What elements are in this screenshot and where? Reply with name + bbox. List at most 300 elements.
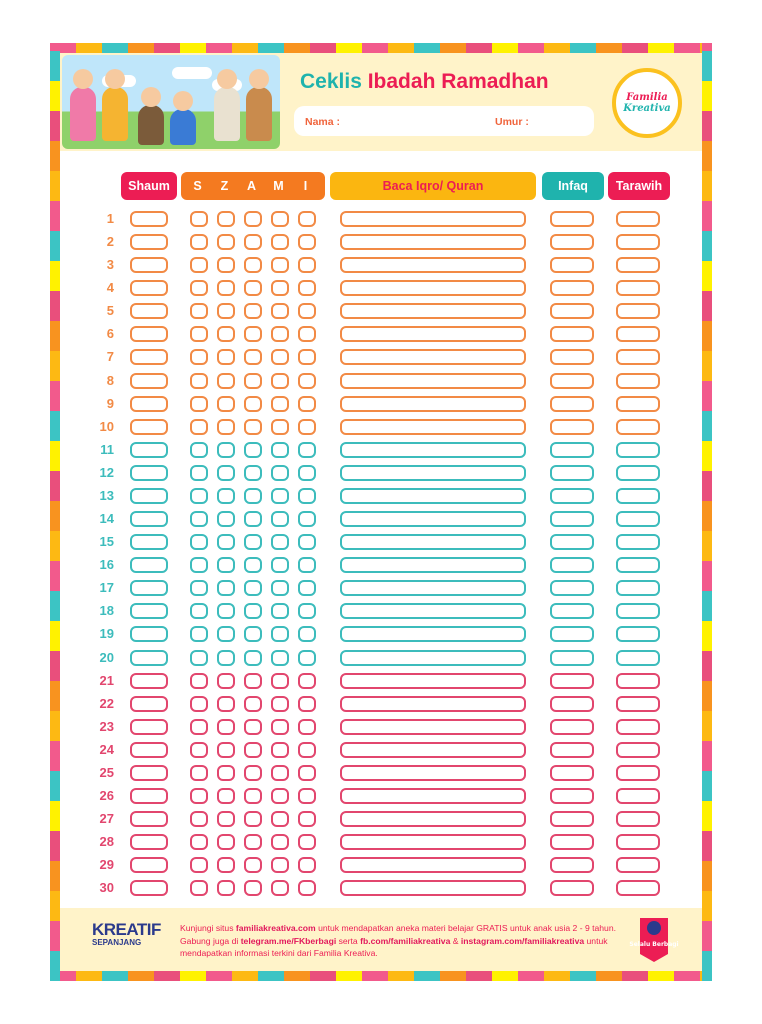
infaq-box[interactable] (550, 234, 594, 250)
szami-s-box[interactable] (190, 857, 208, 873)
quran-box[interactable] (340, 349, 526, 365)
infaq-box[interactable] (550, 211, 594, 227)
shaum-box[interactable] (130, 834, 168, 850)
szami-z: Z (220, 179, 229, 193)
szami-s-box[interactable] (190, 303, 208, 319)
szami-m-box[interactable] (271, 419, 289, 435)
tarawih-box[interactable] (616, 650, 660, 666)
szami-s-box[interactable] (190, 765, 208, 781)
szami-m-box[interactable] (271, 211, 289, 227)
footer-text-3: serta (336, 935, 361, 946)
szami-s-box[interactable] (190, 211, 208, 227)
szami-m-box[interactable] (271, 396, 289, 412)
szami-a-box[interactable] (244, 419, 262, 435)
shaum-box[interactable] (130, 465, 168, 481)
logo-sub: SEPANJANG (92, 938, 142, 947)
tarawih-box[interactable] (616, 349, 660, 365)
szami-s-box[interactable] (190, 488, 208, 504)
infaq-box[interactable] (550, 349, 594, 365)
szami-i-box[interactable] (298, 811, 316, 827)
szami-m-box[interactable] (271, 626, 289, 642)
szami-m-box[interactable] (271, 465, 289, 481)
infaq-box[interactable] (550, 419, 594, 435)
quran-box[interactable] (340, 303, 526, 319)
szami-a-box[interactable] (244, 696, 262, 712)
shaum-box[interactable] (130, 396, 168, 412)
tarawih-box[interactable] (616, 811, 660, 827)
szami-a-box[interactable] (244, 257, 262, 273)
szami-m-box[interactable] (271, 280, 289, 296)
quran-box[interactable] (340, 857, 526, 873)
szami-m-box[interactable] (271, 788, 289, 804)
checklist-row (0, 832, 762, 855)
szami-a-box[interactable] (244, 742, 262, 758)
szami-i-box[interactable] (298, 396, 316, 412)
szami-i-box[interactable] (298, 719, 316, 735)
szami-z-box[interactable] (217, 580, 235, 596)
day-number: 5 (106, 303, 114, 319)
infaq-box[interactable] (550, 396, 594, 412)
szami-i-box[interactable] (298, 465, 316, 481)
szami-z-box[interactable] (217, 442, 235, 458)
szami-z-box[interactable] (217, 811, 235, 827)
shaum-box[interactable] (130, 603, 168, 619)
szami-a-box[interactable] (244, 511, 262, 527)
szami-m-box[interactable] (271, 811, 289, 827)
tarawih-box[interactable] (616, 442, 660, 458)
szami-s-box[interactable] (190, 511, 208, 527)
infaq-box[interactable] (550, 465, 594, 481)
szami-m-box[interactable] (271, 696, 289, 712)
shaum-box[interactable] (130, 257, 168, 273)
szami-z-box[interactable] (217, 673, 235, 689)
infaq-box[interactable] (550, 834, 594, 850)
szami-i-box[interactable] (298, 626, 316, 642)
szami-a-box[interactable] (244, 303, 262, 319)
tarawih-box[interactable] (616, 834, 660, 850)
infaq-box[interactable] (550, 857, 594, 873)
szami-z-box[interactable] (217, 326, 235, 342)
szami-z-box[interactable] (217, 488, 235, 504)
quran-box[interactable] (340, 511, 526, 527)
szami-m-box[interactable] (271, 234, 289, 250)
szami-s-box[interactable] (190, 811, 208, 827)
shaum-box[interactable] (130, 811, 168, 827)
szami-z-box[interactable] (217, 626, 235, 642)
tarawih-box[interactable] (616, 534, 660, 550)
infaq-box[interactable] (550, 280, 594, 296)
day-number: 6 (106, 326, 114, 342)
shaum-box[interactable] (130, 303, 168, 319)
shaum-box[interactable] (130, 419, 168, 435)
shaum-box[interactable] (130, 626, 168, 642)
szami-a-box[interactable] (244, 280, 262, 296)
szami-a-box[interactable] (244, 834, 262, 850)
szami-m-box[interactable] (271, 373, 289, 389)
szami-m-box[interactable] (271, 650, 289, 666)
infaq-box[interactable] (550, 511, 594, 527)
infaq-box[interactable] (550, 442, 594, 458)
tarawih-box[interactable] (616, 742, 660, 758)
szami-s-box[interactable] (190, 396, 208, 412)
szami-z-box[interactable] (217, 557, 235, 573)
shaum-box[interactable] (130, 857, 168, 873)
szami-z-box[interactable] (217, 765, 235, 781)
szami-i-box[interactable] (298, 880, 316, 896)
szami-s-box[interactable] (190, 534, 208, 550)
szami-a-box[interactable] (244, 765, 262, 781)
tarawih-box[interactable] (616, 765, 660, 781)
quran-box[interactable] (340, 419, 526, 435)
szami-m-box[interactable] (271, 349, 289, 365)
szami-z-box[interactable] (217, 880, 235, 896)
szami-s-box[interactable] (190, 557, 208, 573)
tarawih-box[interactable] (616, 880, 660, 896)
tarawih-box[interactable] (616, 234, 660, 250)
szami-m-box[interactable] (271, 303, 289, 319)
szami-z-box[interactable] (217, 742, 235, 758)
shaum-box[interactable] (130, 788, 168, 804)
quran-box[interactable] (340, 580, 526, 596)
szami-s-box[interactable] (190, 673, 208, 689)
szami-a-box[interactable] (244, 857, 262, 873)
quran-box[interactable] (340, 811, 526, 827)
tarawih-box[interactable] (616, 788, 660, 804)
infaq-box[interactable] (550, 673, 594, 689)
szami-s-box[interactable] (190, 280, 208, 296)
infaq-box[interactable] (550, 603, 594, 619)
szami-i-box[interactable] (298, 234, 316, 250)
footer-fb-link[interactable]: fb.com/familiakreativa (360, 935, 451, 946)
szami-m-box[interactable] (271, 834, 289, 850)
szami-i-box[interactable] (298, 580, 316, 596)
szami-i-box[interactable] (298, 650, 316, 666)
shaum-box[interactable] (130, 511, 168, 527)
szami-i-box[interactable] (298, 419, 316, 435)
quran-box[interactable] (340, 742, 526, 758)
szami-a-box[interactable] (244, 488, 262, 504)
szami-i-box[interactable] (298, 765, 316, 781)
infaq-box[interactable] (550, 580, 594, 596)
szami-s-box[interactable] (190, 626, 208, 642)
szami-z-box[interactable] (217, 834, 235, 850)
szami-s-box[interactable] (190, 696, 208, 712)
shaum-box[interactable] (130, 696, 168, 712)
szami-a: A (246, 179, 257, 193)
szami-a-box[interactable] (244, 234, 262, 250)
shaum-box[interactable] (130, 280, 168, 296)
szami-a-box[interactable] (244, 719, 262, 735)
szami-z-box[interactable] (217, 650, 235, 666)
szami-s-box[interactable] (190, 373, 208, 389)
szami-s-box[interactable] (190, 880, 208, 896)
quran-box[interactable] (340, 465, 526, 481)
infaq-box[interactable] (550, 257, 594, 273)
day-number: 17 (99, 580, 114, 596)
szami-m-box[interactable] (271, 603, 289, 619)
quran-box[interactable] (340, 280, 526, 296)
infaq-box[interactable] (550, 557, 594, 573)
szami-s-box[interactable] (190, 326, 208, 342)
day-number: 8 (106, 372, 114, 388)
szami-i-box[interactable] (298, 349, 316, 365)
szami-s-box[interactable] (190, 580, 208, 596)
szami-z-box[interactable] (217, 603, 235, 619)
shaum-box[interactable] (130, 234, 168, 250)
szami-i-box[interactable] (298, 326, 316, 342)
footer-info (180, 922, 620, 960)
infaq-box[interactable] (550, 626, 594, 642)
tarawih-box[interactable] (616, 603, 660, 619)
shaum-box[interactable] (130, 765, 168, 781)
szami-a-box[interactable] (244, 811, 262, 827)
day-number: 19 (99, 626, 114, 642)
szami-z-box[interactable] (217, 511, 235, 527)
checklist-row (0, 440, 762, 463)
shaum-box[interactable] (130, 719, 168, 735)
tarawih-box[interactable] (616, 303, 660, 319)
tarawih-box[interactable] (616, 696, 660, 712)
tarawih-box[interactable] (616, 396, 660, 412)
infaq-box[interactable] (550, 488, 594, 504)
szami-z-box[interactable] (217, 349, 235, 365)
shaum-box[interactable] (130, 326, 168, 342)
infaq-box[interactable] (550, 880, 594, 896)
selalu-berbagi-badge (629, 914, 679, 964)
szami-z-box[interactable] (217, 373, 235, 389)
szami-i-box[interactable] (298, 673, 316, 689)
quran-box[interactable] (340, 626, 526, 642)
quran-box[interactable] (340, 880, 526, 896)
szami-i-box[interactable] (298, 696, 316, 712)
infaq-box[interactable] (550, 811, 594, 827)
title-word-ceklis: Ceklis (300, 70, 362, 93)
szami-z-box[interactable] (217, 465, 235, 481)
szami-s-box[interactable] (190, 603, 208, 619)
infaq-box[interactable] (550, 696, 594, 712)
szami-a-box[interactable] (244, 442, 262, 458)
szami-i-box[interactable] (298, 442, 316, 458)
szami-m-box[interactable] (271, 534, 289, 550)
shaum-box[interactable] (130, 650, 168, 666)
szami-m-box[interactable] (271, 557, 289, 573)
szami-z-box[interactable] (217, 857, 235, 873)
szami-i-box[interactable] (298, 373, 316, 389)
szami-z-box[interactable] (217, 280, 235, 296)
quran-box[interactable] (340, 765, 526, 781)
shaum-box[interactable] (130, 349, 168, 365)
infaq-box[interactable] (550, 788, 594, 804)
szami-s-box[interactable] (190, 719, 208, 735)
infaq-box[interactable] (550, 765, 594, 781)
tarawih-box[interactable] (616, 857, 660, 873)
szami-m: M (273, 179, 284, 193)
quran-box[interactable] (340, 719, 526, 735)
szami-z-box[interactable] (217, 696, 235, 712)
quran-box[interactable] (340, 673, 526, 689)
infaq-box[interactable] (550, 326, 594, 342)
szami-a-box[interactable] (244, 557, 262, 573)
szami-i-box[interactable] (298, 303, 316, 319)
szami-z-box[interactable] (217, 257, 235, 273)
shaum-box[interactable] (130, 534, 168, 550)
shaum-box[interactable] (130, 373, 168, 389)
szami-a-box[interactable] (244, 673, 262, 689)
tarawih-box[interactable] (616, 626, 660, 642)
footer-instagram-link[interactable]: instagram.com/familiakreativa (460, 935, 585, 946)
infaq-box[interactable] (550, 650, 594, 666)
infaq-box[interactable] (550, 373, 594, 389)
infaq-box[interactable] (550, 742, 594, 758)
infaq-box[interactable] (550, 303, 594, 319)
szami-a-box[interactable] (244, 349, 262, 365)
day-number: 20 (99, 649, 114, 665)
quran-box[interactable] (340, 326, 526, 342)
szami-m-box[interactable] (271, 857, 289, 873)
footer-telegram-link[interactable]: telegram.me/FKberbagi (240, 935, 337, 946)
szami-s-box[interactable] (190, 650, 208, 666)
quran-box[interactable] (340, 557, 526, 573)
szami-m-box[interactable] (271, 488, 289, 504)
szami-z-box[interactable] (217, 419, 235, 435)
szami-a-box[interactable] (244, 650, 262, 666)
tarawih-box[interactable] (616, 326, 660, 342)
szami-z-box[interactable] (217, 396, 235, 412)
tarawih-box[interactable] (616, 488, 660, 504)
tarawih-box[interactable] (616, 511, 660, 527)
tarawih-box[interactable] (616, 373, 660, 389)
szami-m-box[interactable] (271, 511, 289, 527)
szami-i-box[interactable] (298, 280, 316, 296)
quran-box[interactable] (340, 488, 526, 504)
szami-i-box[interactable] (298, 257, 316, 273)
szami-s-box[interactable] (190, 349, 208, 365)
szami-m-box[interactable] (271, 742, 289, 758)
szami-m-box[interactable] (271, 580, 289, 596)
szami-a-box[interactable] (244, 211, 262, 227)
szami-a-box[interactable] (244, 396, 262, 412)
quran-box[interactable] (340, 650, 526, 666)
szami-i-box[interactable] (298, 788, 316, 804)
day-number: 27 (99, 811, 114, 827)
szami-s-box[interactable] (190, 234, 208, 250)
szami-m-box[interactable] (271, 765, 289, 781)
szami-z-box[interactable] (217, 211, 235, 227)
szami-s-box[interactable] (190, 788, 208, 804)
quran-box[interactable] (340, 234, 526, 250)
checklist-row (0, 486, 762, 509)
szami-m-box[interactable] (271, 673, 289, 689)
quran-box[interactable] (340, 834, 526, 850)
quran-box[interactable] (340, 442, 526, 458)
szami-s-box[interactable] (190, 257, 208, 273)
szami-a-box[interactable] (244, 880, 262, 896)
page-title (300, 70, 549, 94)
szami-i-box[interactable] (298, 557, 316, 573)
quran-box[interactable] (340, 534, 526, 550)
shaum-box[interactable] (130, 880, 168, 896)
szami-i-box[interactable] (298, 511, 316, 527)
quran-box[interactable] (340, 396, 526, 412)
szami-i-box[interactable] (298, 211, 316, 227)
tarawih-box[interactable] (616, 673, 660, 689)
szami-s-box[interactable] (190, 742, 208, 758)
szami-m-box[interactable] (271, 257, 289, 273)
szami-z-box[interactable] (217, 719, 235, 735)
szami-m-box[interactable] (271, 719, 289, 735)
checklist-row (0, 740, 762, 763)
szami-z-box[interactable] (217, 234, 235, 250)
badge-text: Selalu Berbagi (629, 941, 679, 948)
infaq-box[interactable] (550, 719, 594, 735)
infaq-box[interactable] (550, 534, 594, 550)
szami-s-box[interactable] (190, 442, 208, 458)
szami-a-box[interactable] (244, 580, 262, 596)
tarawih-box[interactable] (616, 257, 660, 273)
shaum-box[interactable] (130, 580, 168, 596)
szami-s-box[interactable] (190, 834, 208, 850)
checklist-row (0, 786, 762, 809)
szami-z-box[interactable] (217, 534, 235, 550)
szami-m-box[interactable] (271, 880, 289, 896)
quran-box[interactable] (340, 603, 526, 619)
shaum-box[interactable] (130, 673, 168, 689)
shaum-box[interactable] (130, 211, 168, 227)
szami-a-box[interactable] (244, 603, 262, 619)
shaum-box[interactable] (130, 442, 168, 458)
szami-s-box[interactable] (190, 465, 208, 481)
szami-a-box[interactable] (244, 626, 262, 642)
szami-s-box[interactable] (190, 419, 208, 435)
tarawih-box[interactable] (616, 280, 660, 296)
szami-i-box[interactable] (298, 857, 316, 873)
shaum-box[interactable] (130, 488, 168, 504)
quran-box[interactable] (340, 788, 526, 804)
szami-z-box[interactable] (217, 788, 235, 804)
tarawih-box[interactable] (616, 557, 660, 573)
tarawih-box[interactable] (616, 419, 660, 435)
tarawih-box[interactable] (616, 211, 660, 227)
shaum-box[interactable] (130, 557, 168, 573)
quran-box[interactable] (340, 257, 526, 273)
szami-i-box[interactable] (298, 603, 316, 619)
szami-z-box[interactable] (217, 303, 235, 319)
quran-box[interactable] (340, 696, 526, 712)
szami-a-box[interactable] (244, 373, 262, 389)
szami-m-box[interactable] (271, 326, 289, 342)
shaum-box[interactable] (130, 742, 168, 758)
szami-a-box[interactable] (244, 534, 262, 550)
szami-i-box[interactable] (298, 534, 316, 550)
title-word-ibadah: Ibadah Ramadhan (367, 70, 549, 93)
szami-a-box[interactable] (244, 326, 262, 342)
day-number: 9 (106, 395, 114, 411)
footer-site-link[interactable]: familiakreativa.com (235, 923, 316, 933)
szami-i-box[interactable] (298, 834, 316, 850)
footer-text-5: untuk mendapatkan informasi terkini dari Familia Kreativa. (180, 935, 608, 958)
szami-a-box[interactable] (244, 788, 262, 804)
szami-i-box[interactable] (298, 742, 316, 758)
tarawih-box[interactable] (616, 465, 660, 481)
tarawih-box[interactable] (616, 580, 660, 596)
quran-box[interactable] (340, 373, 526, 389)
checklist-row (0, 578, 762, 601)
szami-m-box[interactable] (271, 442, 289, 458)
quran-box[interactable] (340, 211, 526, 227)
tarawih-box[interactable] (616, 719, 660, 735)
szami-a-box[interactable] (244, 465, 262, 481)
szami-i-box[interactable] (298, 488, 316, 504)
